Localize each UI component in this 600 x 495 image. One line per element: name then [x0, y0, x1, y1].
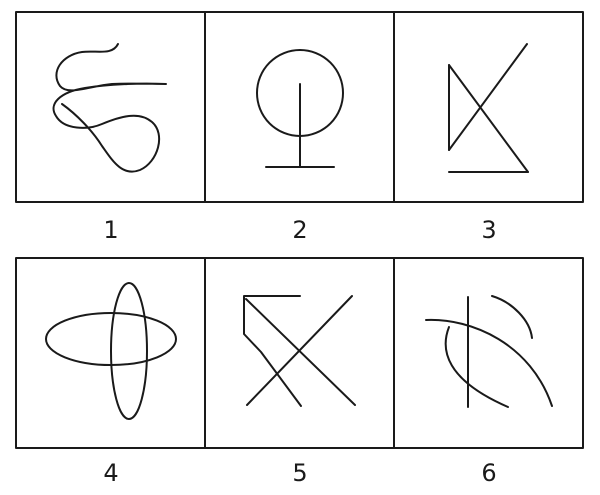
panel-label-1: 1 — [103, 216, 119, 244]
panel-label-4: 4 — [103, 459, 119, 487]
panel-label-6: 6 — [481, 459, 497, 487]
panel-1-figure — [54, 44, 166, 172]
panel-label-2: 2 — [292, 216, 308, 244]
scribble-curve — [54, 44, 166, 172]
panel-2-figure — [257, 50, 343, 167]
panel-4-figure — [46, 283, 176, 419]
short-arc — [492, 296, 532, 338]
bottom-row-grid — [16, 258, 583, 448]
panel-label-3: 3 — [481, 216, 497, 244]
vertical-ellipse — [111, 283, 147, 419]
panel-6-figure — [426, 296, 552, 407]
diagonal-stroke — [449, 44, 527, 150]
bracket-stroke — [244, 296, 301, 406]
panel-5-figure — [244, 296, 355, 406]
diagonal-stroke — [449, 65, 528, 172]
bottom-row-frame — [16, 258, 583, 448]
panel-label-5: 5 — [292, 459, 308, 487]
panel-3-figure — [449, 44, 528, 172]
diagonal-stroke — [247, 296, 352, 405]
long-arc — [426, 320, 552, 406]
